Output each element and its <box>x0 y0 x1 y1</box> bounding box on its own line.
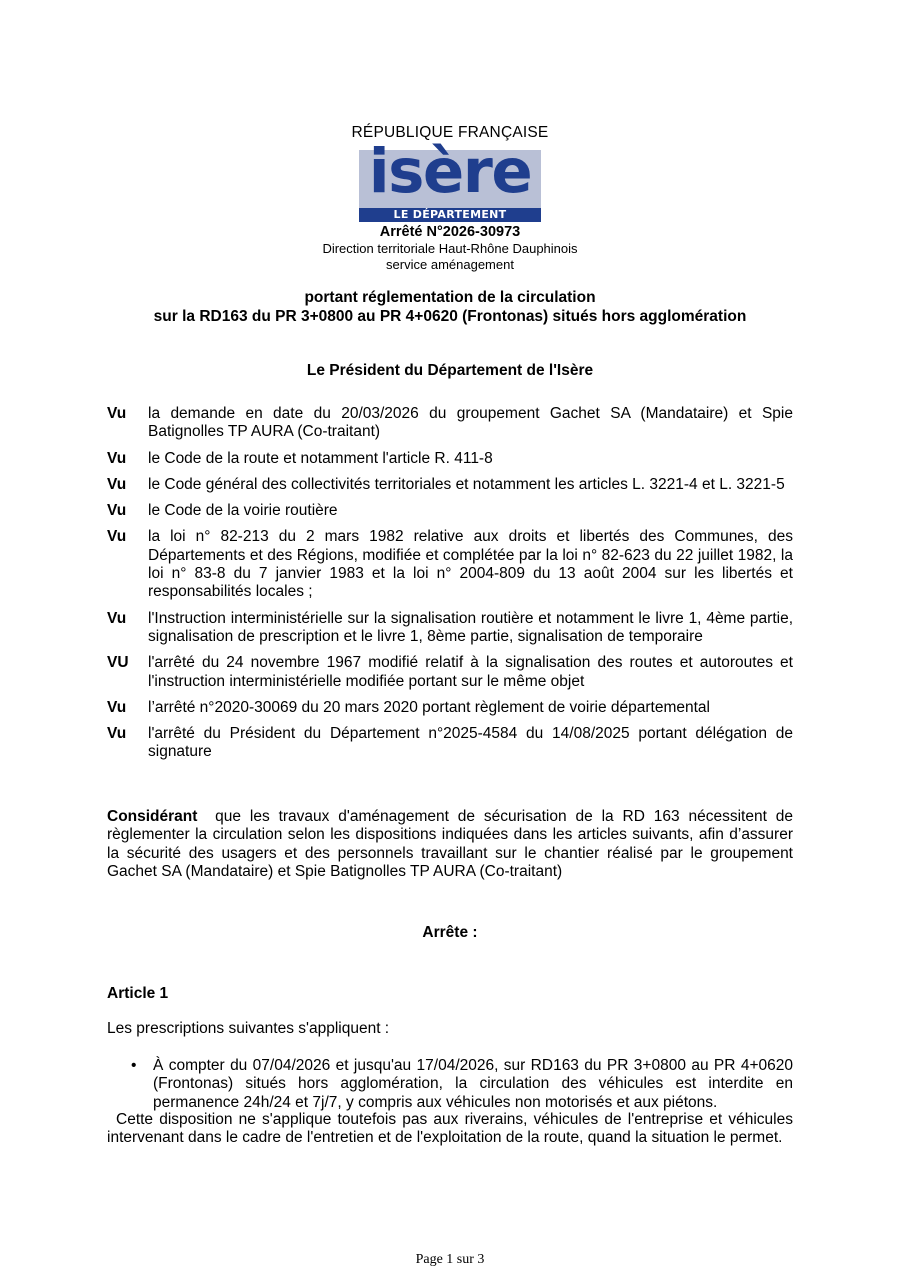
title-line-1: portant réglementation de la circulation <box>304 289 596 306</box>
page-footer: Page 1 sur 3 <box>415 1252 485 1267</box>
republique-francaise: RÉPUBLIQUE FRANÇAISE <box>351 124 549 141</box>
vu-item <box>107 654 793 691</box>
vu-item <box>107 725 793 762</box>
article-1-disposition: Cette disposition ne s'applique toutefois pas aux riverains, véhicules de l'entreprise et véhicules intervenant dans le cadre de l'entretien et de l'exploitation de la route, quand la situation le permet. <box>107 1111 793 1147</box>
isere-logo <box>359 136 541 222</box>
vu-item <box>107 502 793 520</box>
vu-text: le Code général des collectivités territoriales et notamment les articles L. 3221-4 et L. 3221-5 <box>148 475 785 493</box>
article-1-intro: Les prescriptions suivantes s'appliquent : <box>107 1020 390 1037</box>
logo-band: LE DÉPARTEMENT <box>359 208 541 222</box>
bullet-text: À compter du 07/04/2026 et jusqu'au 17/04/2026, sur RD163 du PR 3+0800 au PR 4+0620 (Frontonas) situés hors agglomération, la circulation des véhicules est interdite en permanence 24h/24 et 7j/7, y compris aux véhicules non motorisés et aux piétons. <box>153 1057 793 1111</box>
vu-label: Vu <box>107 449 127 467</box>
arrete-number: Arrêté N°2026-30973 <box>379 224 521 240</box>
vu-text: la demande en date du 20/03/2026 du groupement Gachet SA (Mandataire) et Spie Batignolles TP AURA (Co-traitant) <box>148 405 793 441</box>
arrete-heading: Arrête : <box>422 924 478 941</box>
president-heading: Le Président du Département de l'Isère <box>306 362 594 379</box>
vu-label: Vu <box>107 502 127 520</box>
vu-list <box>107 405 793 770</box>
vu-item <box>107 610 793 647</box>
service-label: service aménagement <box>386 257 514 272</box>
logo-wordmark: isère <box>368 136 532 207</box>
vu-label: Vu <box>107 698 127 716</box>
vu-text: le Code de la voirie routière <box>148 502 338 520</box>
vu-text: l'arrêté du 24 novembre 1967 modifié relatif à la signalisation des routes et autoroutes et l'instruction interministérielle modifiée portant sur le même objet <box>148 654 793 690</box>
vu-item <box>107 528 793 601</box>
vu-text: l'Instruction interministérielle sur la signalisation routière et notamment le livre 1, 4ème partie, signalisation de prescription et le livre 1, 8ème partie, signalisation de temporaire <box>148 609 793 645</box>
vu-item <box>107 405 793 442</box>
vu-label: Vu <box>107 609 127 627</box>
article-1-title: Article 1 <box>107 985 169 1002</box>
vu-item <box>107 476 793 494</box>
bullet-icon: • <box>131 1057 137 1074</box>
considerant-label: Considérant <box>107 808 198 825</box>
considerant-text: que les travaux d'aménagement de sécurisation de la RD 163 nécessitent de règlementer la circulation selon les dispositions indiquées dans les articles suivants, afin d’assurer la sécurité des usagers et des personnels travaillant sur le chantier réalisé par le groupement Gachet SA (Mandataire) et Spie Batignolles TP AURA (Co-traitant) <box>107 808 793 880</box>
vu-text: l’arrêté n°2020-30069 du 20 mars 2020 portant règlement de voirie départemental <box>148 698 710 716</box>
vu-text: la loi n° 82-213 du 2 mars 1982 relative aux droits et libertés des Communes, des Départements et des Régions, modifiée et complétée par la loi n° 82-623 du 22 juillet 1982, la loi n° 83-8 du 7 janvier 1983 et la loi n° 2004-809 du 13 août 2004 sur les libertés et responsabilités locales ; <box>148 528 793 601</box>
vu-label: Vu <box>107 405 127 422</box>
direction-label: Direction territoriale Haut-Rhône Dauphinois <box>322 241 578 256</box>
document-header <box>0 124 900 273</box>
vu-label: Vu <box>107 725 127 743</box>
vu-label: Vu <box>107 528 127 546</box>
article-1-bullet <box>131 1057 793 1112</box>
considerant-paragraph <box>107 808 793 881</box>
vu-text: le Code de la route et notamment l'article R. 411-8 <box>148 449 493 467</box>
vu-item <box>107 450 793 468</box>
vu-text: l'arrêté du Président du Département n°2025-4584 du 14/08/2025 portant délégation de signature <box>148 725 793 761</box>
vu-label: Vu <box>107 475 127 493</box>
vu-label: VU <box>107 654 129 672</box>
title-line-2: sur la RD163 du PR 3+0800 au PR 4+0620 (Frontonas) situés hors agglomération <box>153 307 747 325</box>
document-title <box>0 289 900 326</box>
vu-item <box>107 699 793 717</box>
